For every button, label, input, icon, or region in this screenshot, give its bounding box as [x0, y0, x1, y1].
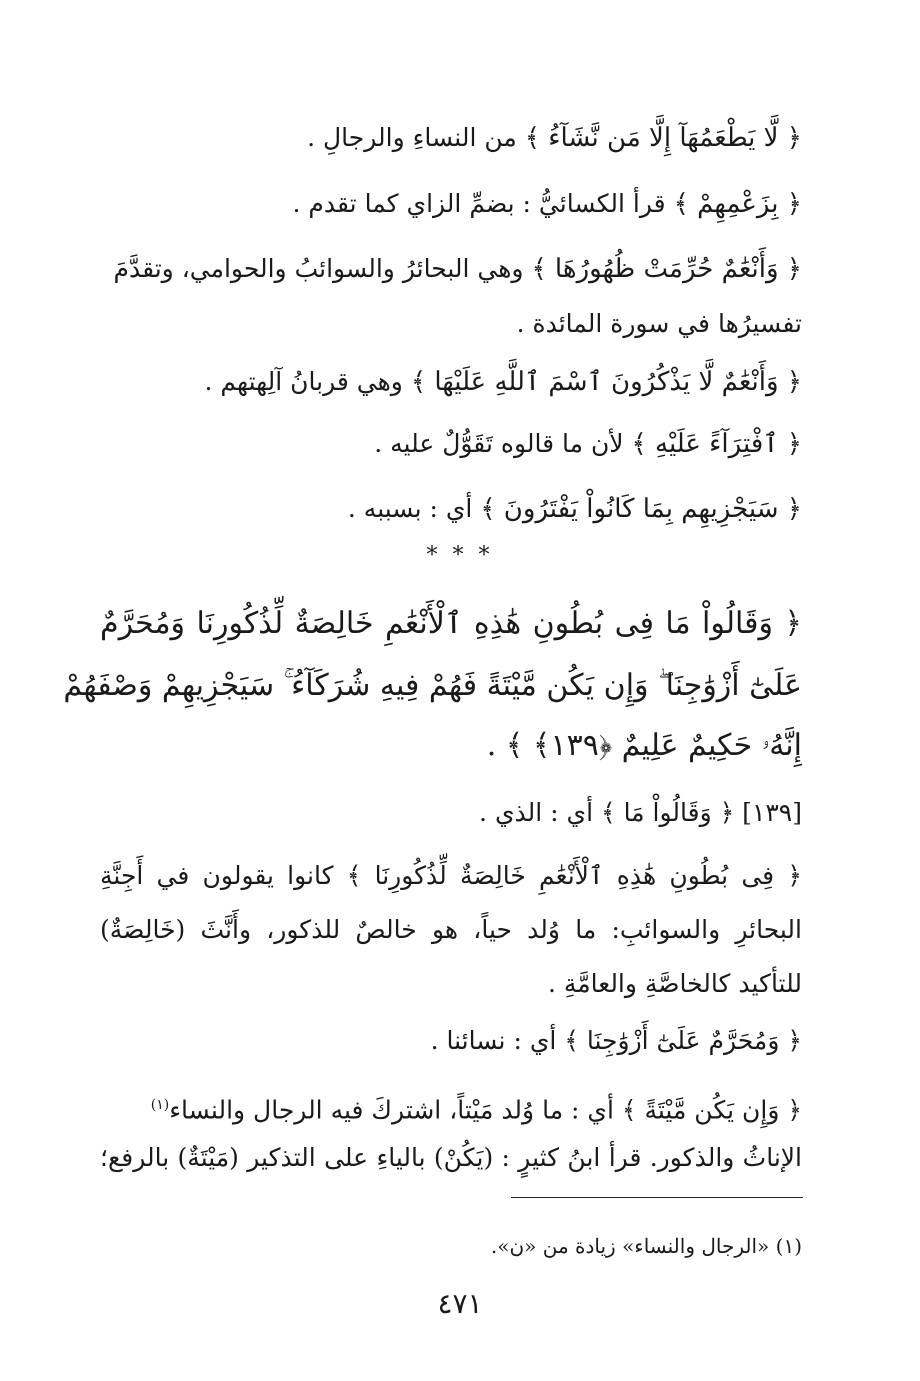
- commentary-line-7: الإناثُ والذكور. قرأ ابنُ كثيرٍ : (يَكُنْ) بالياءِ على التذكير (مَيْتَةٌ) بالرفع؛: [100, 1143, 802, 1172]
- commentary-line-5: ﴿ وَمُحَرَّمٌ عَلَىٰٓ أَزْوَٰجِنَا ﴾ أي : نسائنا .: [430, 1026, 802, 1055]
- footnote-reference: (١): [150, 1097, 170, 1113]
- footnote-marker: (١): [775, 1234, 802, 1258]
- footnote-divider: [511, 1197, 803, 1198]
- entry-line-2: [293, 184, 802, 224]
- entry-line-7: [348, 489, 802, 529]
- entry-line-1: [307, 118, 802, 158]
- commentary-text: لأن ما قالوه تَقَوُّلٌ عليه .: [374, 429, 632, 458]
- entry-line-6: [374, 424, 802, 464]
- commentary-line-3: البحائرِ والسوائبِ: ما وُلد حياً، هو خالصٌ للذكور، وأَنَّثَ (خَالِصَةٌ): [100, 915, 802, 944]
- entry-line-3: [113, 249, 802, 289]
- commentary-text: وهي قربانُ آلِهتهم .: [204, 367, 411, 396]
- section-separator: * * *: [426, 543, 494, 568]
- footnote-text: «الرجال والنساء» زيادة من «ن».: [490, 1234, 770, 1258]
- page-number: ٤٧١: [437, 1287, 483, 1320]
- quran-quote: ﴿ لَّا يَطْعَمُهَآ إِلَّا مَن نَّشَآءُ ﴾: [524, 123, 802, 153]
- quran-quote: ﴿ وَأَنْعَٰمٌ حُرِّمَتْ ظُهُورُهَا ﴾: [531, 254, 802, 284]
- entry-line-4: [517, 304, 802, 344]
- entry-line-5: [205, 362, 802, 402]
- commentary-line-1: [١٣٩] ﴿ وَقَالُواْ مَا ﴾ أي : الذي .: [479, 798, 802, 827]
- commentary-text: قرأ الكسائيُّ : بضمِّ الزاي كما تقدم .: [292, 189, 674, 218]
- verse-line-3: إِنَّهُۥ حَكِيمٌ عَلِيمٌ ﴿١٣٩﴾ ﴾ .: [486, 728, 802, 763]
- commentary-line-4: للتأكيد كالخاصَّةِ والعامَّةِ .: [547, 969, 802, 998]
- quran-quote: ﴿ بِزَعْمِهِمْ ﴾: [673, 189, 802, 219]
- commentary-text: تفسيرُها في سورة المائدة .: [516, 309, 802, 338]
- commentary-text: ﴿ وَإِن يَكُن مَّيْتَةً ﴾ أي : ما وُلد مَيْتاً، اشتركَ فيه الرجال والنساء: [169, 1095, 802, 1125]
- verse-line-2: عَلَىٰٓ أَزْوَٰجِنَا ۖ وَإِن يَكُن مَّيْتَةً فَهُمْ فِيهِ شُرَكَآءُ ۚ سَيَجْزِيهِمْ وَصْفَهُمْ: [63, 668, 802, 703]
- commentary-text: من النساءِ والرجالِ .: [307, 123, 525, 152]
- footnote: [491, 1231, 802, 1261]
- quran-quote: ﴿ وَأَنْعَٰمٌ لَّا يَذْكُرُونَ ٱسْمَ ٱللَّهِ عَلَيْهَا ﴾: [410, 367, 802, 397]
- commentary-text: أي : بسببه .: [347, 494, 481, 523]
- commentary-line-2: ﴿ فِى بُطُونِ هَٰذِهِ ٱلْأَنْعَٰمِ خَالِصَةٌ لِّذُكُورِنَا ﴾ كانوا يقولون في أَجِنَّةِ: [100, 861, 802, 890]
- quran-quote: ﴿ ٱفْتِرَآءً عَلَيْهِ ﴾: [631, 429, 802, 459]
- commentary-text: وهي البحائرُ والسوائبُ والحوامي، وتقدَّمَ: [113, 254, 532, 283]
- commentary-line-6: [151, 1085, 802, 1130]
- quran-quote: ﴿ سَيَجْزِيهِم بِمَا كَانُواْ يَفْتَرُونَ ﴾: [480, 494, 802, 524]
- verse-line-1: ﴿ وَقَالُواْ مَا فِى بُطُونِ هَٰذِهِ ٱلْأَنْعَٰمِ خَالِصَةٌ لِّذُكُورِنَا وَمُحَرَّمٌ: [100, 606, 802, 641]
